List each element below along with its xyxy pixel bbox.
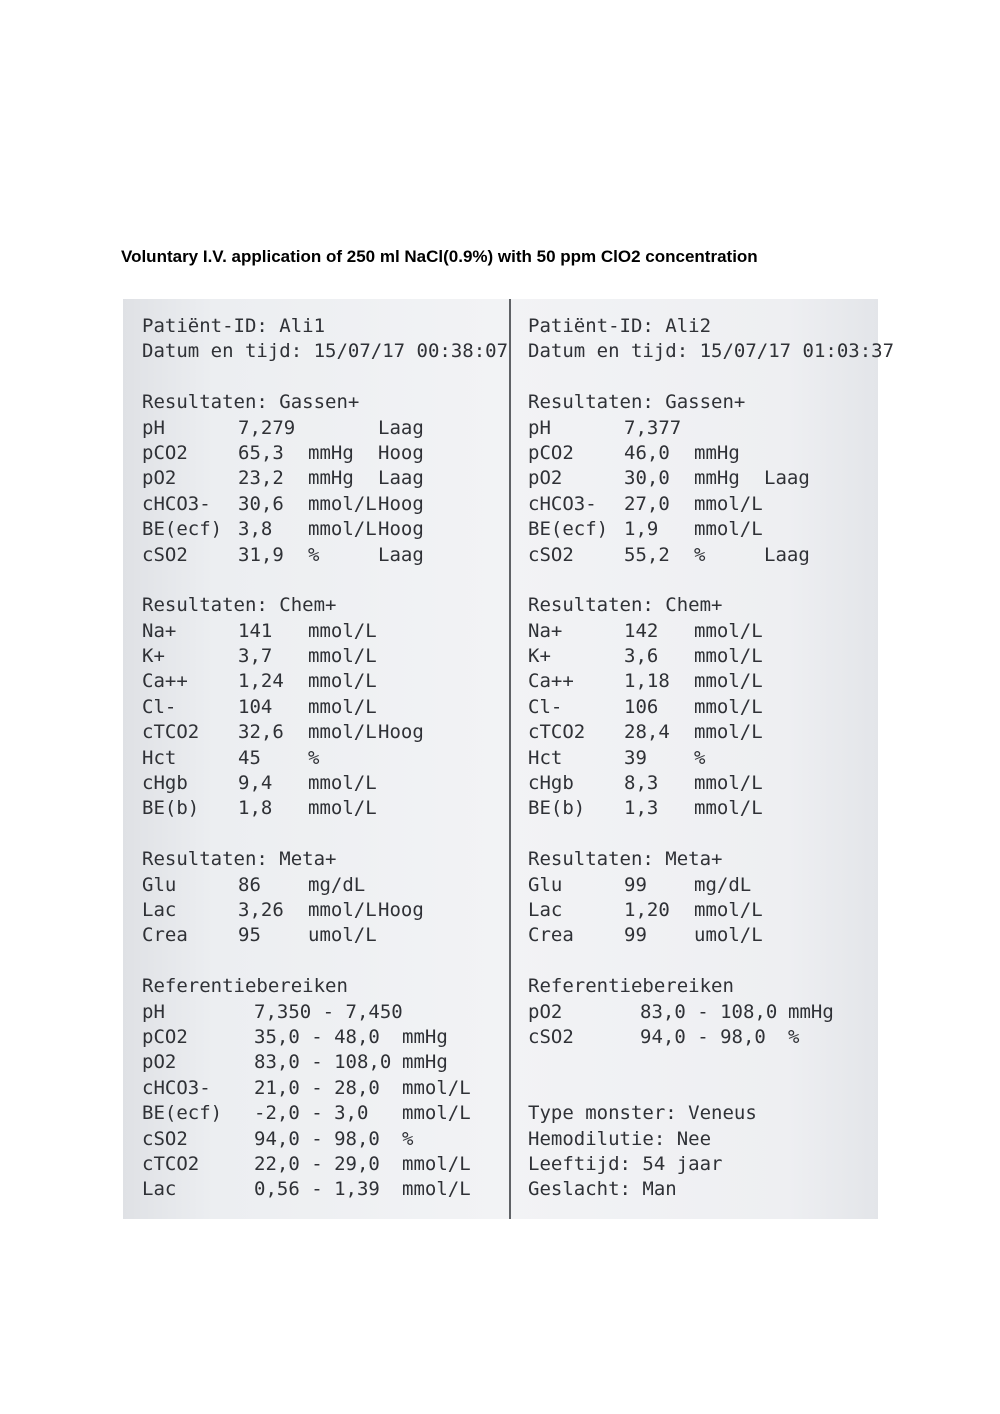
result-row bbox=[142, 695, 497, 720]
param-name: cHCO3- bbox=[528, 492, 597, 515]
param-value: 1,18 bbox=[624, 670, 670, 693]
patient-id: Patiënt-ID: Ali1 bbox=[142, 315, 326, 337]
param-value: 99 bbox=[624, 924, 647, 947]
param-unit: mmol/L bbox=[308, 645, 377, 668]
param-unit: mmol/L bbox=[694, 492, 763, 515]
param-unit: mmol/L bbox=[308, 518, 377, 541]
sample-info-line bbox=[528, 1152, 868, 1177]
ref-range: 83,0 - 108,0 bbox=[640, 1000, 778, 1023]
ref-range: 7,350 - 7,450 bbox=[254, 1000, 403, 1023]
hemodilution: Hemodilutie: Nee bbox=[528, 1127, 712, 1150]
param-unit: mmHg bbox=[694, 467, 740, 490]
param-unit: mmol/L bbox=[308, 898, 377, 921]
patient-id: Patiënt-ID: Ali2 bbox=[528, 315, 712, 337]
param-value: 30,0 bbox=[624, 467, 670, 490]
ref-unit: mmHg bbox=[402, 1051, 448, 1074]
param-name: pH bbox=[142, 416, 165, 439]
ref-name: pO2 bbox=[528, 1000, 563, 1023]
param-flag: Laag bbox=[764, 467, 810, 490]
datetime-line bbox=[528, 339, 895, 364]
param-name: Ca++ bbox=[142, 670, 188, 693]
ref-name: cSO2 bbox=[528, 1025, 574, 1048]
param-unit: mmol/L bbox=[694, 619, 763, 642]
param-value: 32,6 bbox=[238, 721, 284, 744]
param-name: cSO2 bbox=[528, 543, 574, 566]
result-row bbox=[528, 873, 868, 898]
ref-unit: mmol/L bbox=[402, 1178, 471, 1201]
result-row bbox=[142, 517, 497, 542]
param-unit: umol/L bbox=[694, 924, 763, 947]
param-flag: Hoog bbox=[378, 492, 424, 515]
ref-unit: mmol/L bbox=[402, 1152, 471, 1175]
param-name: Cl- bbox=[142, 695, 177, 718]
param-value: 106 bbox=[624, 695, 659, 718]
result-row bbox=[142, 416, 497, 441]
param-name: K+ bbox=[142, 645, 165, 668]
result-row bbox=[142, 644, 497, 669]
result-row bbox=[528, 619, 868, 644]
param-unit: mmol/L bbox=[308, 695, 377, 718]
param-value: 23,2 bbox=[238, 467, 284, 490]
param-name: cTCO2 bbox=[142, 721, 200, 744]
param-unit: mmHg bbox=[694, 441, 740, 464]
reference-row bbox=[528, 1025, 868, 1050]
param-flag: Laag bbox=[764, 543, 810, 566]
param-name: cSO2 bbox=[142, 543, 188, 566]
receipt-divider bbox=[509, 299, 511, 1219]
ref-range: -2,0 - 3,0 bbox=[254, 1102, 369, 1125]
ref-range: 21,0 - 28,0 bbox=[254, 1076, 380, 1099]
section-heading: Resultaten: Chem+ bbox=[528, 594, 723, 617]
param-unit: % bbox=[308, 746, 320, 769]
param-value: 39 bbox=[624, 746, 647, 769]
param-unit: % bbox=[694, 543, 706, 566]
param-name: Crea bbox=[142, 924, 188, 947]
param-name: Lac bbox=[142, 898, 177, 921]
param-value: 7,279 bbox=[238, 416, 296, 439]
section-heading-gassen bbox=[528, 390, 868, 415]
ref-range: 83,0 - 108,0 bbox=[254, 1051, 392, 1074]
param-name: pCO2 bbox=[142, 441, 188, 464]
section-heading: Resultaten: Gassen+ bbox=[528, 391, 746, 414]
section-heading: Resultaten: Meta+ bbox=[142, 848, 337, 871]
section-heading-gassen bbox=[142, 390, 497, 415]
result-row bbox=[528, 517, 868, 542]
result-row bbox=[528, 466, 868, 491]
result-row bbox=[528, 720, 868, 745]
param-value: 55,2 bbox=[624, 543, 670, 566]
ref-unit: % bbox=[402, 1127, 414, 1150]
ref-range: 35,0 - 48,0 bbox=[254, 1025, 380, 1048]
param-value: 141 bbox=[238, 619, 273, 642]
result-row bbox=[528, 695, 868, 720]
receipt-ali1 bbox=[142, 314, 509, 1203]
section-heading: Resultaten: Meta+ bbox=[528, 848, 723, 871]
param-flag: Hoog bbox=[378, 518, 424, 541]
param-name: cHCO3- bbox=[142, 492, 211, 515]
result-row bbox=[528, 669, 868, 694]
param-name: BE(b) bbox=[528, 797, 586, 820]
param-unit: mmol/L bbox=[308, 797, 377, 820]
param-unit: mmol/L bbox=[694, 797, 763, 820]
result-row bbox=[142, 669, 497, 694]
sample-info-line bbox=[528, 1127, 868, 1152]
param-value: 45 bbox=[238, 746, 261, 769]
ref-range: 0,56 - 1,39 bbox=[254, 1178, 380, 1201]
receipt-ali2 bbox=[528, 314, 895, 1203]
param-name: Glu bbox=[142, 873, 177, 896]
param-name: Na+ bbox=[528, 619, 563, 642]
param-value: 27,0 bbox=[624, 492, 670, 515]
ref-range: 94,0 - 98,0 bbox=[254, 1127, 380, 1150]
param-value: 86 bbox=[238, 873, 261, 896]
result-row bbox=[528, 771, 868, 796]
result-row bbox=[528, 416, 868, 441]
param-flag: Laag bbox=[378, 467, 424, 490]
ref-name: BE(ecf) bbox=[142, 1102, 223, 1125]
result-row bbox=[142, 923, 497, 948]
param-name: Hct bbox=[528, 746, 563, 769]
param-name: cHgb bbox=[142, 772, 188, 795]
result-row bbox=[142, 771, 497, 796]
param-value: 1,8 bbox=[238, 797, 273, 820]
result-row bbox=[528, 923, 868, 948]
sample-type: Type monster: Veneus bbox=[528, 1102, 757, 1125]
patient-sex: Geslacht: Man bbox=[528, 1178, 677, 1201]
patient-id-line bbox=[142, 314, 497, 339]
param-unit: % bbox=[308, 543, 320, 566]
ref-name: pO2 bbox=[142, 1051, 177, 1074]
patient-id-line bbox=[528, 314, 868, 339]
param-unit: mmol/L bbox=[694, 772, 763, 795]
param-unit: mmol/L bbox=[694, 670, 763, 693]
param-unit: mmol/L bbox=[308, 721, 377, 744]
param-unit: mg/dL bbox=[694, 873, 752, 896]
ref-unit: mmol/L bbox=[402, 1076, 471, 1099]
datetime: Datum en tijd: 15/07/17 00:38:07 bbox=[142, 340, 509, 363]
param-name: pO2 bbox=[142, 467, 177, 490]
patient-age: Leeftijd: 54 jaar bbox=[528, 1152, 723, 1175]
param-unit: umol/L bbox=[308, 924, 377, 947]
param-name: Ca++ bbox=[528, 670, 574, 693]
param-name: Na+ bbox=[142, 619, 177, 642]
ref-name: cHCO3- bbox=[142, 1076, 211, 1099]
result-row bbox=[528, 543, 868, 568]
param-value: 1,24 bbox=[238, 670, 284, 693]
param-value: 142 bbox=[624, 619, 659, 642]
result-row bbox=[142, 492, 497, 517]
reference-row bbox=[142, 1152, 497, 1177]
param-unit: mmol/L bbox=[694, 518, 763, 541]
param-name: pO2 bbox=[528, 467, 563, 490]
param-name: Lac bbox=[528, 898, 563, 921]
param-value: 8,3 bbox=[624, 772, 659, 795]
param-flag: Hoog bbox=[378, 441, 424, 464]
param-value: 3,26 bbox=[238, 898, 284, 921]
param-unit: mmol/L bbox=[308, 492, 377, 515]
ref-unit: mmol/L bbox=[402, 1102, 471, 1125]
ref-unit: mmHg bbox=[402, 1025, 448, 1048]
param-value: 3,8 bbox=[238, 518, 273, 541]
ref-name: pCO2 bbox=[142, 1025, 188, 1048]
param-unit: mmol/L bbox=[694, 898, 763, 921]
param-flag: Hoog bbox=[378, 898, 424, 921]
param-value: 1,9 bbox=[624, 518, 659, 541]
param-name: K+ bbox=[528, 645, 551, 668]
reference-row bbox=[142, 1000, 497, 1025]
section-heading: Referentiebereiken bbox=[528, 975, 734, 998]
param-value: 7,377 bbox=[624, 416, 682, 439]
reference-row bbox=[142, 1076, 497, 1101]
datetime-line bbox=[142, 339, 509, 364]
result-row bbox=[528, 796, 868, 821]
ref-name: Lac bbox=[142, 1178, 177, 1201]
param-unit: mmol/L bbox=[694, 695, 763, 718]
param-flag: Hoog bbox=[378, 721, 424, 744]
param-value: 28,4 bbox=[624, 721, 670, 744]
section-heading-referentie bbox=[142, 974, 497, 999]
result-row bbox=[528, 441, 868, 466]
param-unit: mmHg bbox=[308, 467, 354, 490]
sample-info-line bbox=[528, 1177, 868, 1202]
param-unit: mg/dL bbox=[308, 873, 366, 896]
param-name: Crea bbox=[528, 924, 574, 947]
param-value: 3,7 bbox=[238, 645, 273, 668]
ref-unit: mmHg bbox=[788, 1000, 834, 1023]
section-heading: Referentiebereiken bbox=[142, 975, 348, 998]
param-unit: mmol/L bbox=[308, 772, 377, 795]
param-name: Cl- bbox=[528, 695, 563, 718]
section-heading-referentie bbox=[528, 974, 868, 999]
param-unit: mmol/L bbox=[308, 670, 377, 693]
section-heading: Resultaten: Gassen+ bbox=[142, 391, 360, 414]
param-name: Hct bbox=[142, 746, 177, 769]
section-heading: Resultaten: Chem+ bbox=[142, 594, 337, 617]
ref-name: pH bbox=[142, 1000, 165, 1023]
param-value: 30,6 bbox=[238, 492, 284, 515]
param-value: 104 bbox=[238, 695, 273, 718]
param-name: BE(b) bbox=[142, 797, 200, 820]
param-value: 65,3 bbox=[238, 441, 284, 464]
param-value: 9,4 bbox=[238, 772, 273, 795]
section-heading-meta bbox=[142, 847, 497, 872]
param-flag: Laag bbox=[378, 543, 424, 566]
result-row bbox=[142, 796, 497, 821]
param-value: 1,3 bbox=[624, 797, 659, 820]
param-name: Glu bbox=[528, 873, 563, 896]
reference-row bbox=[142, 1127, 497, 1152]
reference-row bbox=[142, 1050, 497, 1075]
param-value: 99 bbox=[624, 873, 647, 896]
param-value: 31,9 bbox=[238, 543, 284, 566]
param-name: pCO2 bbox=[528, 441, 574, 464]
param-name: BE(ecf) bbox=[142, 518, 223, 541]
ref-range: 94,0 - 98,0 bbox=[640, 1025, 766, 1048]
ref-range: 22,0 - 29,0 bbox=[254, 1152, 380, 1175]
param-name: cTCO2 bbox=[528, 721, 586, 744]
reference-row bbox=[528, 1000, 868, 1025]
result-row bbox=[528, 644, 868, 669]
result-row bbox=[528, 492, 868, 517]
param-name: pH bbox=[528, 416, 551, 439]
result-row bbox=[142, 898, 497, 923]
param-unit: % bbox=[694, 746, 706, 769]
param-value: 3,6 bbox=[624, 645, 659, 668]
result-row bbox=[142, 466, 497, 491]
result-row bbox=[528, 898, 868, 923]
datetime: Datum en tijd: 15/07/17 01:03:37 bbox=[528, 340, 895, 363]
document-title: Voluntary I.V. application of 250 ml NaCl(0.9%) with 50 ppm ClO2 concentration bbox=[121, 247, 758, 266]
param-name: cHgb bbox=[528, 772, 574, 795]
result-row bbox=[142, 720, 497, 745]
ref-name: cTCO2 bbox=[142, 1152, 200, 1175]
section-heading-chem bbox=[142, 593, 497, 618]
param-unit: mmol/L bbox=[694, 645, 763, 668]
param-value: 46,0 bbox=[624, 441, 670, 464]
ref-name: cSO2 bbox=[142, 1127, 188, 1150]
section-heading-meta bbox=[528, 847, 868, 872]
result-row bbox=[528, 746, 868, 771]
reference-row bbox=[142, 1177, 497, 1202]
param-value: 1,20 bbox=[624, 898, 670, 921]
param-flag: Laag bbox=[378, 416, 424, 439]
sample-info-line bbox=[528, 1101, 868, 1126]
param-unit: mmHg bbox=[308, 441, 354, 464]
reference-row bbox=[142, 1101, 497, 1126]
result-row bbox=[142, 746, 497, 771]
param-name: BE(ecf) bbox=[528, 518, 609, 541]
ref-unit: % bbox=[788, 1025, 800, 1048]
param-unit: mmol/L bbox=[308, 619, 377, 642]
result-row bbox=[142, 619, 497, 644]
result-row bbox=[142, 873, 497, 898]
reference-row bbox=[142, 1025, 497, 1050]
param-unit: mmol/L bbox=[694, 721, 763, 744]
section-heading-chem bbox=[528, 593, 868, 618]
param-value: 95 bbox=[238, 924, 261, 947]
result-row bbox=[142, 543, 497, 568]
result-row bbox=[142, 441, 497, 466]
